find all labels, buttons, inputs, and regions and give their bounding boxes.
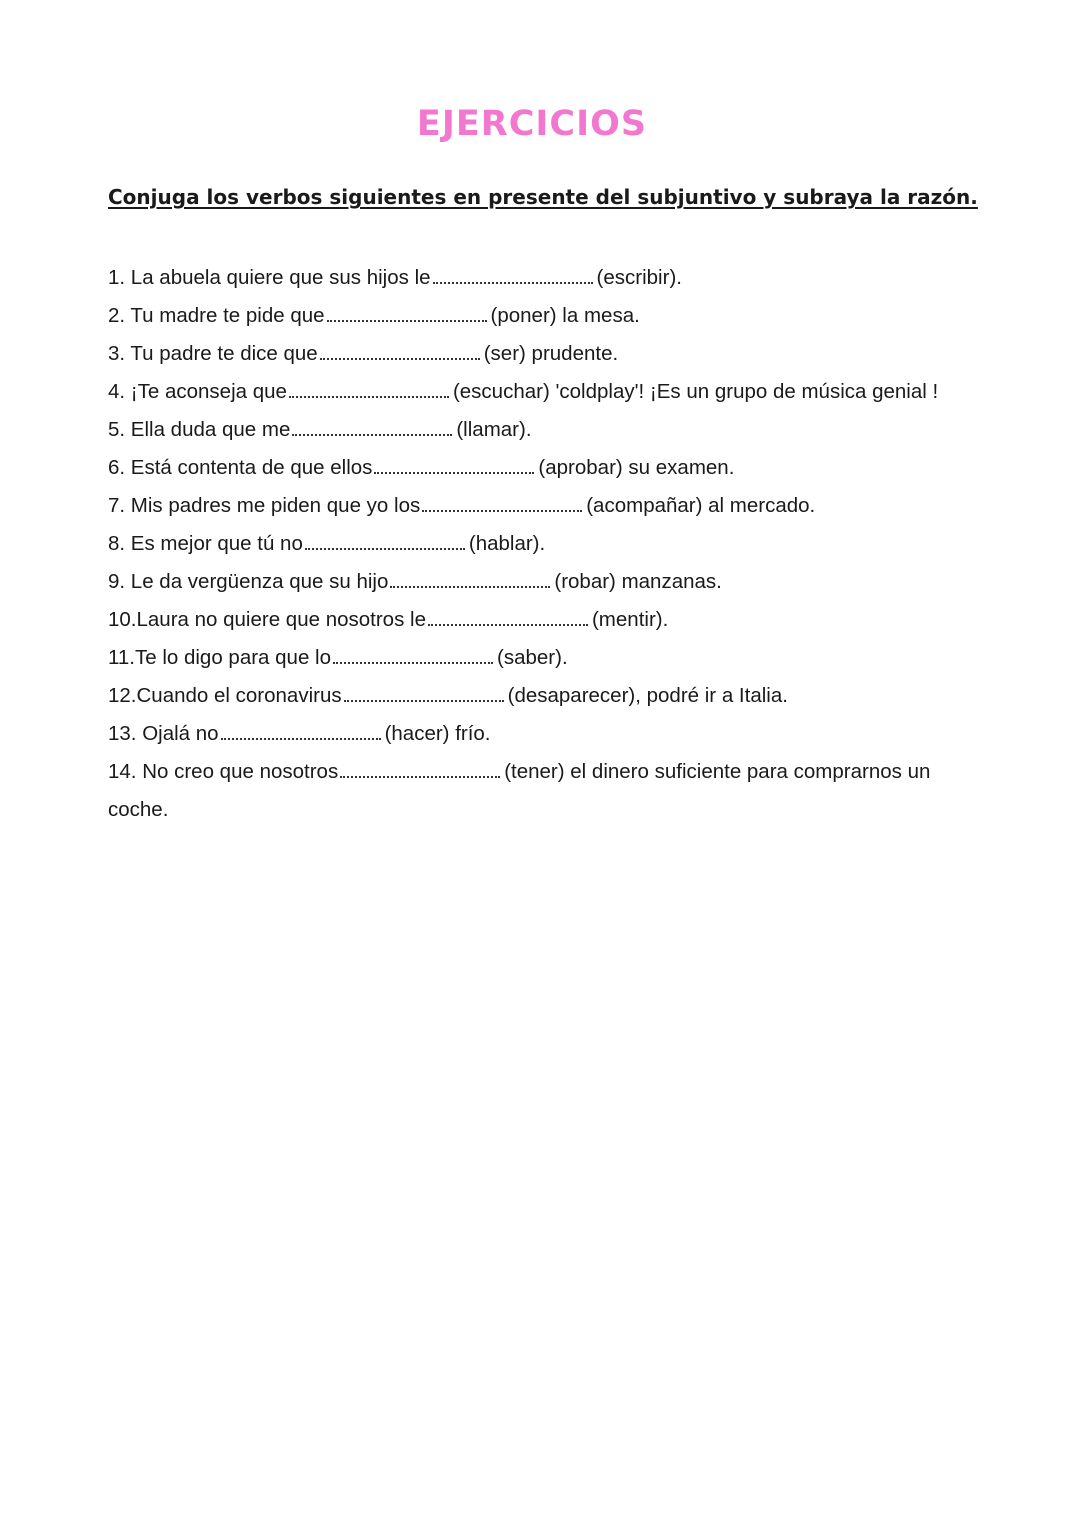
exercise-hint: (llamar). — [456, 418, 532, 441]
exercise-prompt: 3. Tu padre te dice que — [108, 342, 318, 365]
exercise-item — [108, 601, 988, 639]
answer-blank — [320, 338, 480, 360]
exercise-hint: (aprobar) su examen. — [538, 456, 735, 479]
exercise-hint: (hacer) frío. — [384, 722, 491, 745]
exercise-hint: (escuchar) 'coldplay'! ¡Es un grupo de música genial ! — [452, 380, 939, 403]
answer-blank — [327, 300, 487, 322]
answer-blank — [390, 566, 550, 588]
exercise-prompt: 14. No creo que nosotros — [108, 760, 339, 783]
answer-blank — [344, 680, 504, 702]
exercise-prompt: 8. Es mejor que tú no — [108, 532, 303, 555]
answer-blank — [333, 642, 493, 664]
answer-blank — [292, 414, 452, 436]
answer-blank — [305, 528, 465, 550]
exercise-hint: (tener) el dinero suficiente para comprarnos un coche. — [108, 760, 931, 821]
exercise-item — [108, 525, 988, 563]
exercise-prompt: 1. La abuela quiere que sus hijos le — [108, 266, 431, 289]
exercise-prompt: 5. Ella duda que me — [108, 418, 291, 441]
exercise-item — [108, 677, 988, 715]
answer-blank — [428, 604, 588, 626]
exercise-prompt: 4. ¡Te aconseja que — [108, 380, 287, 403]
exercise-item — [108, 639, 988, 677]
exercise-hint: (hablar). — [468, 532, 546, 555]
exercise-item — [108, 297, 988, 335]
exercise-item — [108, 411, 988, 449]
exercise-hint: (escribir). — [596, 266, 682, 289]
exercise-item — [108, 487, 988, 525]
exercise-item — [108, 373, 988, 411]
exercise-item — [108, 449, 988, 487]
exercise-prompt: 11.Te lo digo para que lo — [108, 646, 332, 669]
answer-blank — [221, 718, 381, 740]
exercise-prompt: 7. Mis padres me piden que yo los — [108, 494, 421, 517]
exercise-hint: (poner) la mesa. — [490, 304, 640, 327]
exercise-item — [108, 259, 988, 297]
exercise-hint: (mentir). — [591, 608, 669, 631]
answer-blank — [340, 756, 500, 778]
answer-blank — [374, 452, 534, 474]
answer-blank — [433, 262, 593, 284]
exercise-hint: (acompañar) al mercado. — [586, 494, 816, 517]
page-title: EJERCICIOS — [416, 104, 648, 144]
exercise-prompt: 12.Cuando el coronavirus — [108, 684, 342, 707]
exercise-prompt: 6. Está contenta de que ellos — [108, 456, 373, 479]
exercise-item — [108, 753, 988, 829]
exercise-item — [108, 563, 988, 601]
exercise-prompt: 13. Ojalá no — [108, 722, 219, 745]
exercise-hint: (ser) prudente. — [483, 342, 619, 365]
exercise-prompt: 9. Le da vergüenza que su hijo — [108, 570, 389, 593]
answer-blank — [422, 490, 582, 512]
answer-blank — [289, 376, 449, 398]
instruction-text: Conjuga los verbos siguientes en presente del subjuntivo y subraya la razón. — [108, 185, 978, 209]
exercise-prompt: 2. Tu madre te pide que — [108, 304, 325, 327]
exercise-hint: (robar) manzanas. — [554, 570, 722, 593]
exercise-hint: (saber). — [497, 646, 568, 669]
exercise-prompt: 10.Laura no quiere que nosotros le — [108, 608, 426, 631]
exercise-list — [108, 259, 988, 829]
exercise-item — [108, 335, 988, 373]
exercise-item — [108, 715, 988, 753]
exercise-hint: (desaparecer), podré ir a Italia. — [507, 684, 788, 707]
